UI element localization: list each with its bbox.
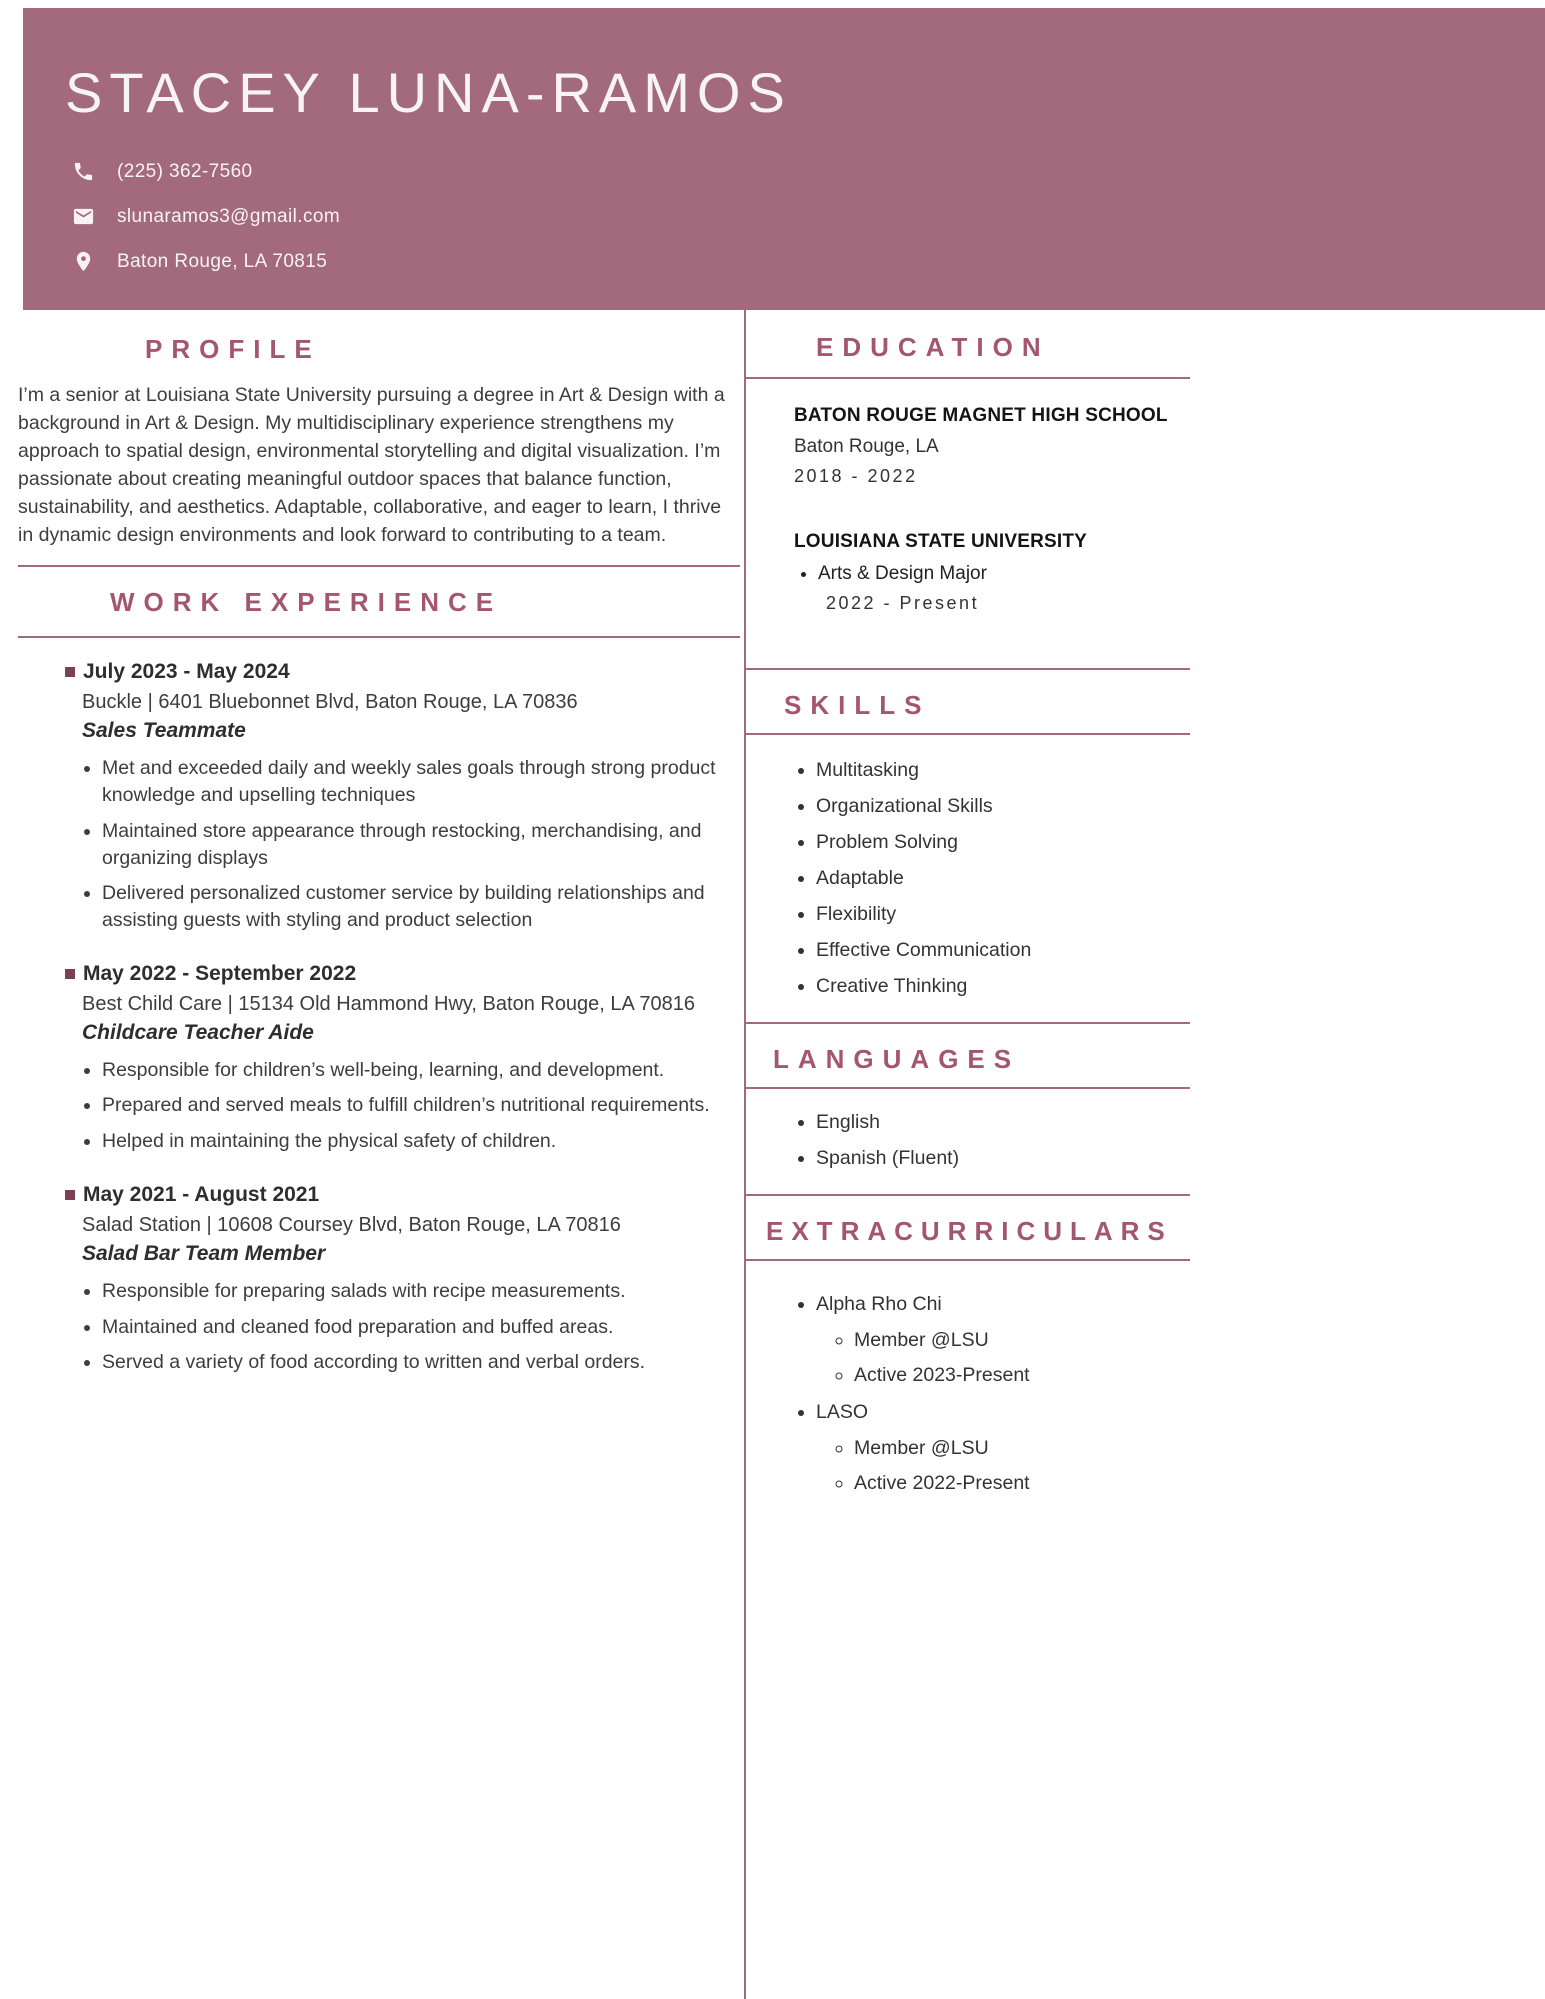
job-title: Childcare Teacher Aide [82, 1020, 314, 1044]
extracurricular-name: LASO [816, 1401, 869, 1423]
skill-item: • Adaptable [816, 867, 1190, 890]
location-icon [71, 250, 95, 274]
languages-heading: LANGUAGES [773, 1044, 1021, 1074]
profile-text: I’m a senior at Louisiana State University pursuing a degree in Art & Design with a background in Art & Design. My multidisciplinary experience strengthens my approach to spatial design, environmental storytelling and digital visualization. I’m passionate about creating meaningful outdoor spaces that balance function, sustainability, and aesthetics. Adaptable, collaborative, and eager to learn, I thrive in dynamic design environments and look forward to contributing to a team. [18, 384, 725, 547]
school-entry [794, 531, 1190, 614]
divider-line [746, 668, 1190, 670]
extracurricular-group [816, 1401, 1190, 1495]
school-dates: 2022 - Present [826, 593, 980, 613]
job-date-row [65, 660, 740, 684]
education-block [794, 405, 1190, 614]
school-detail-list [794, 563, 1190, 585]
skill-item: • Creative Thinking [816, 975, 1190, 998]
job-bullet: • Maintained and cleaned food preparation and buffed areas. [102, 1314, 740, 1341]
job-date-row [65, 1183, 740, 1207]
extracurricular-detail: ◦ Member @LSU [854, 1437, 1190, 1460]
school-dates: 2018 - 2022 [794, 466, 918, 486]
school-major: • Arts & Design Major [818, 563, 1190, 585]
education-heading: EDUCATION [816, 332, 1050, 362]
contact-list [23, 149, 1545, 284]
skill-item: • Flexibility [816, 903, 1190, 926]
job-bullet-list [82, 1057, 740, 1155]
job-title: Salad Bar Team Member [82, 1241, 326, 1265]
language-item: • English [816, 1111, 1190, 1134]
profile-heading: PROFILE [145, 334, 321, 364]
job-dates: May 2022 - September 2022 [83, 961, 357, 985]
extracurricular-detail: ◦ Active 2022-Present [854, 1472, 1190, 1495]
job-bullet: • Responsible for children’s well-being, learning, and development. [102, 1057, 740, 1084]
language-item: • Spanish (Fluent) [816, 1147, 1190, 1170]
skill-item: • Multitasking [816, 759, 1190, 782]
divider-line [746, 1194, 1190, 1196]
person-name: STACEY LUNA-RAMOS [65, 61, 792, 124]
job-bullet: • Prepared and served meals to fulfill children’s nutritional requirements. [102, 1092, 740, 1119]
job-list [18, 660, 740, 1375]
square-bullet-icon [65, 667, 75, 677]
extracurriculars-heading: EXTRACURRICULARS [766, 1216, 1173, 1246]
job-bullet: • Met and exceeded daily and weekly sales goals through strong product knowledge and upselling techniques [102, 755, 740, 808]
job-dates: May 2021 - August 2021 [83, 1182, 320, 1206]
phone-icon [71, 160, 95, 184]
square-bullet-icon [65, 1190, 75, 1200]
contact-phone [71, 149, 1545, 194]
divider-line [18, 636, 740, 638]
job-title: Sales Teammate [82, 719, 246, 743]
job-bullet: • Maintained store appearance through restocking, merchandising, and organizing displays [102, 818, 740, 871]
job-bullet-list [82, 755, 740, 933]
extracurriculars-list [796, 1293, 1190, 1495]
skills-heading: SKILLS [784, 690, 931, 720]
extracurricular-detail: ◦ Member @LSU [854, 1329, 1190, 1352]
work-experience-heading: WORK EXPERIENCE [110, 587, 503, 618]
divider-line [746, 1022, 1190, 1024]
school-name: LOUISIANA STATE UNIVERSITY [794, 531, 1088, 552]
skill-item: • Problem Solving [816, 831, 1190, 854]
languages-list [796, 1111, 1190, 1170]
divider-line [746, 733, 1190, 735]
extracurricular-name: Alpha Rho Chi [816, 1293, 942, 1315]
divider-line [18, 565, 740, 567]
skills-list [796, 759, 1190, 998]
skill-item: • Effective Communication [816, 939, 1190, 962]
extracurricular-detail: ◦ Active 2023-Present [854, 1364, 1190, 1387]
school-entry [794, 405, 1190, 487]
square-bullet-icon [65, 969, 75, 979]
skill-item: • Organizational Skills [816, 795, 1190, 818]
job-dates: July 2023 - May 2024 [83, 660, 290, 684]
extracurricular-group [816, 1293, 1190, 1387]
job-bullet: • Served a variety of food according to written and verbal orders. [102, 1349, 740, 1376]
job-entry [18, 962, 740, 1155]
extracurricular-detail-list [830, 1437, 1190, 1495]
job-company: Salad Station | 10608 Coursey Blvd, Baton Rouge, LA 70816 [82, 1213, 621, 1236]
job-entry [18, 660, 740, 933]
job-bullet: • Responsible for preparing salads with recipe measurements. [102, 1278, 740, 1305]
divider-line [746, 1087, 1190, 1089]
left-column [18, 310, 740, 1404]
location-text: Baton Rouge, LA 70815 [117, 250, 328, 272]
contact-location [71, 239, 1545, 284]
header-banner [23, 8, 1545, 310]
extracurricular-detail-list [830, 1329, 1190, 1387]
contact-email [71, 194, 1545, 239]
job-company: Buckle | 6401 Bluebonnet Blvd, Baton Rouge, LA 70836 [82, 691, 578, 714]
job-bullet-list [82, 1278, 740, 1376]
job-bullet: • Helped in maintaining the physical safety of children. [102, 1128, 740, 1155]
job-date-row [65, 962, 740, 986]
school-name: BATON ROUGE MAGNET HIGH SCHOOL [794, 405, 1168, 426]
phone-number: (225) 362-7560 [117, 160, 253, 182]
right-column [746, 310, 1190, 1509]
job-entry [18, 1183, 740, 1376]
job-bullet: • Delivered personalized customer service by building relationships and assisting guests with styling and product selection [102, 880, 740, 933]
divider-line [746, 377, 1190, 379]
email-address: slunaramos3@gmail.com [117, 205, 341, 227]
divider-line [746, 1259, 1190, 1261]
school-location: Baton Rouge, LA [794, 436, 939, 457]
email-icon [71, 205, 95, 229]
job-company: Best Child Care | 15134 Old Hammond Hwy, Baton Rouge, LA 70816 [82, 992, 695, 1015]
